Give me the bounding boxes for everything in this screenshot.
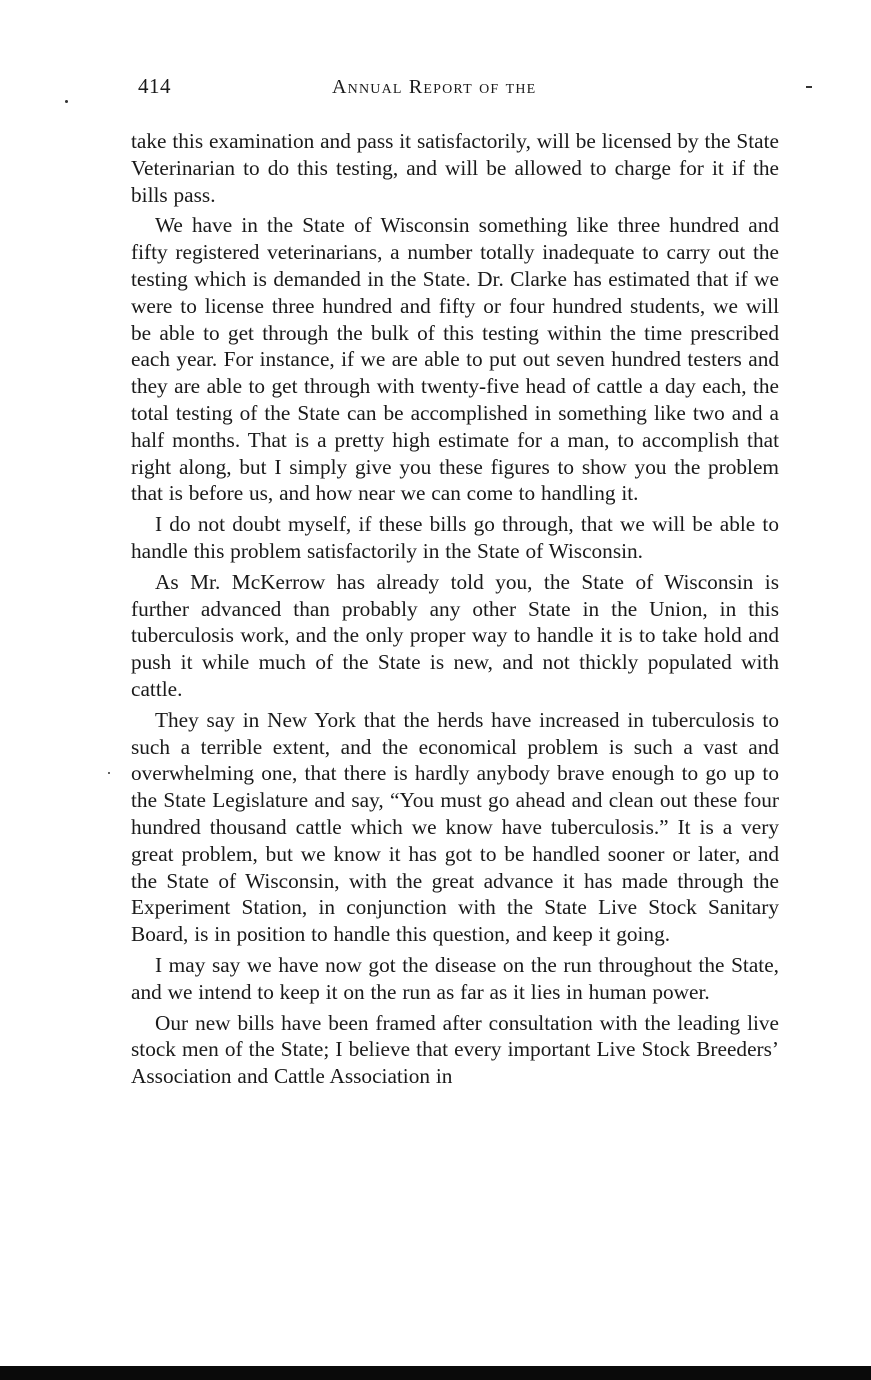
running-head: Annual Report of the [332, 76, 537, 98]
paragraph: take this examination and pass it satisfactorily, will be licensed by the State Veterinarian to do this testing, and will be allowed to charge for it if the bills pass. [131, 129, 779, 207]
scan-speck [65, 100, 68, 103]
paragraph: We have in the State of Wisconsin something like three hundred and fifty registered veterinarians, a number totally inadequate to carry out the testing which is demanded in the State. Dr. Clarke has estimated that if we were to license three hundred and fifty or four hundred students, we will be able to get through the bulk of this testing within the time prescribed each year. For instance, if we are able to put out seven hundred testers and they are able to get through with twenty-five head of cattle a day each, the total testing of the State can be accomplished in something like two and a half months. That is a pretty high estimate for a man, to accomplish that right along, but I simply give you these figures to show you the problem that is before us, and how near we can come to handling it. [131, 213, 779, 506]
paragraph: They say in New York that the herds have increased in tuberculosis to such a terrible extent, and the economical problem is such a vast and overwhelming one, that there is hardly anybody brave enough to go up to the State Legislature and say, “You must go ahead and clean out these four hundred thousand cattle which we know have tuberculosis.” It is a very great problem, but we know it has got to be handled sooner or later, and the State of Wisconsin, with the great advance it has made through the Experiment Station, in conjunction with the State Live Stock Sanitary Board, is in position to handle this question, and keep it going. [131, 707, 779, 947]
page-number: 414 [138, 74, 171, 98]
paragraph: I do not doubt myself, if these bills go through, that we will be able to handle this problem satisfactorily in the State of Wisconsin. [131, 512, 779, 563]
paragraph: I may say we have now got the disease on the run throughout the State, and we intend to keep it on the run as far as it lies in human power. [131, 952, 779, 1004]
body-text [131, 128, 779, 1094]
page-header [138, 74, 778, 108]
scan-speck [806, 86, 812, 88]
scan-edge-bar [0, 1366, 871, 1380]
paragraph: Our new bills have been framed after consultation with the leading live stock men of the State; I believe that every important Live Stock Breeders’ Association and Cattle Association in [131, 1010, 779, 1089]
paragraph: As Mr. McKerrow has already told you, the State of Wisconsin is further advanced than probably any other State in the Union, in this tuberculosis work, and the only proper way to handle it is to take hold and push it while much of the State is new, and not thickly populated with cattle. [131, 569, 779, 701]
scan-speck [108, 772, 110, 774]
